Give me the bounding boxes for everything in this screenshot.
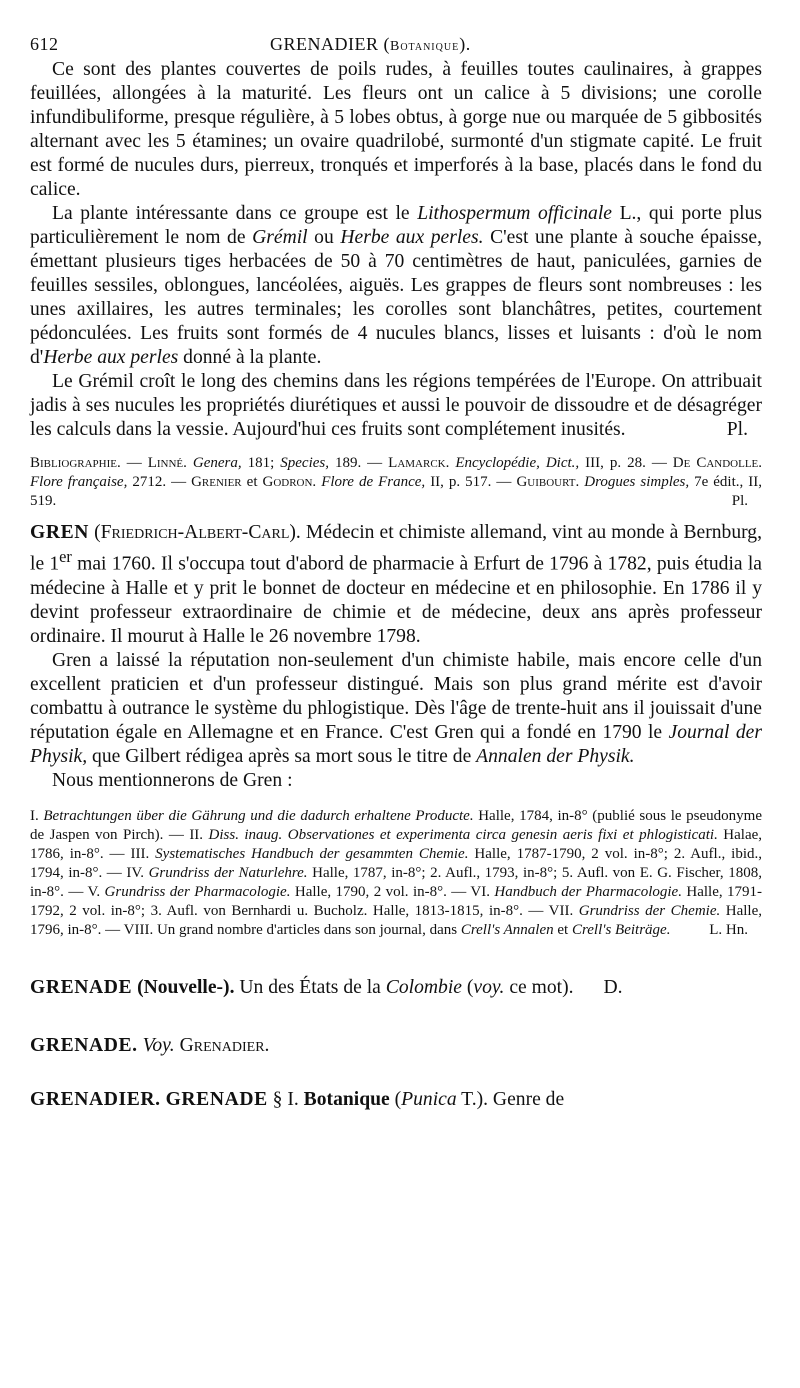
text-run: Le Grémil croît le long des chemins dans les régions tempérées de l'Europe. On attribuait jadis à ses nucules les propriétés diurétiques et aussi le pouvoir de dissoudre et de désagréger les calculs dans la vessie. Aujourd'hui ces fruits sont complétement inusités. — [30, 371, 762, 440]
entry-subheadword: GRENADE — [165, 1088, 268, 1110]
section-mark: § I. — [267, 1088, 304, 1110]
entry-qualifier: (Nouvelle-). — [132, 976, 235, 998]
author-signature: Pl. — [726, 419, 748, 440]
text-run: III, p. 28. — — [579, 455, 673, 471]
bibliography-label: Bibliographie. — [30, 455, 121, 471]
entry-headword: GRENADE. — [30, 1034, 138, 1056]
text-run: et — [241, 474, 263, 490]
running-title — [270, 34, 471, 55]
author-signature: L. Hn. — [709, 921, 748, 938]
text-run: ce mot). — [504, 976, 574, 998]
work-title: Grundriss der Pharmacologie. — [104, 883, 291, 900]
gren-works-list — [30, 807, 762, 940]
text-run: Halle, 1796, in-8°. — VIII. Un grand nombre d'articles dans son journal, dans — [30, 902, 762, 938]
annalen-title: Annalen der Physik. — [476, 745, 635, 767]
author-guibourt: Guibourt. — [516, 474, 580, 490]
text-run: Halle, 1791-1792, 2 vol. in-8°; 3. Aufl. von Bernhardi u. Bucholz. Halle, 1813-1815, in-8°. — VII. — [30, 883, 763, 919]
work-title: Drogues simples, — [584, 474, 690, 490]
colombie-name: Colombie — [385, 976, 462, 998]
text-run: Gren a laissé la réputation non-seulement d'un chimiste habile, mais encore celle d'un excellent praticien et d'un professeur distingué. Mais son plus grand mérite est d'avoir combattu à outrance le système du phlogistique. Dès l'âge de trente-huit ans il jouissait d'une réputation égale en Allemagne et en France. C'est Gren qui a fondé en 1790 le — [30, 649, 762, 743]
text-run: Halae, 1786, in-8°. — III. — [30, 826, 763, 862]
entry-headword: GRENADIER. — [30, 1088, 161, 1110]
text-run: 2712. — — [127, 474, 192, 490]
text-run: donné à la plante. — [178, 347, 322, 368]
gren-paragraph-2 — [30, 649, 762, 769]
text-run: La plante intéressante dans ce groupe est le — [52, 203, 418, 224]
voy-abbrev: voy. — [473, 976, 505, 998]
entry-headword: GREN — [30, 522, 90, 543]
gremil-section — [30, 58, 762, 442]
running-title-section: Botanique — [390, 39, 460, 54]
gremil-paragraph-2 — [30, 202, 762, 370]
work-title: Diss. inaug. Observationes et experimenta circa genesin aeris fixi et phlogisticati. — [208, 826, 718, 843]
work-title: Crell's Annalen — [460, 921, 554, 938]
gremil-name: Grémil — [252, 227, 308, 248]
lithospermum-name: Lithospermum officinale — [417, 203, 612, 224]
text-run: que Gilbert rédigea après sa mort sous le titre de — [87, 745, 477, 767]
work-title: Encyclopédie, Dict., — [455, 455, 580, 471]
bibliography-text — [30, 454, 762, 511]
work-title: Crell's Beiträge. — [571, 921, 671, 938]
text-run: C'est une plante à souche épaisse, émettant plusieurs tiges herbacées de 50 à 70 centimètres de haut, paniculées, garnies de feuilles sessiles, oblongues, lancéolées, aiguës. Les grappes de fleurs sont nombreuses : les unes axillaires, les autres terminales; les corolles sont blanchâtres, petites, courtement pédonculées. Les fruits sont formés de 4 nucules blancs, lisses et luisants : d'où le nom d' — [30, 227, 762, 368]
grenade-nouvelle-entry — [30, 976, 762, 1000]
work-title: Flore de France, — [321, 474, 426, 490]
gremil-paragraph-1: Ce sont des plantes couvertes de poils rudes, à feuilles toutes caulinaires, à grappes feuillées, allongées à la maturité. Les fleurs ont un calice à 5 divisions; une corolle infundibuliforme, presque régulière, à 5 lobes obtus, à gorge nue ou marquée de 5 gibbosités alternant avec les 5 étamines; un ovaire quadrilobé, surmonté d'un stigmate capité. Le fruit est formé de nucules durs, pierreux, tronqués et imperforés à la base, placés dans le fond du calice. — [30, 59, 762, 200]
work-title: Species, — [280, 455, 329, 471]
text-run: Halle, 1790, 2 vol. in-8°. — VI. — [290, 883, 495, 900]
text-run: Halle, 1787, in-8°; 2. Aufl., 1793, in-8°; 5. Aufl. von E. G. Fischer, 1808, in-8°. — V. — [30, 864, 762, 900]
punica-name: Punica — [401, 1088, 457, 1110]
text-run: ( — [461, 976, 474, 998]
grenade-crossref-entry — [30, 1034, 762, 1058]
text-run: ou — [307, 227, 341, 248]
text-run: mai 1760. Il s'occupa tout d'abord de pharmacie à Erfurt de 1796 à 1782, puis étudia la médecine à Halle et y prit le bonnet de docteur en médecine et en philosophie. En 1786 il y devint professeur extraordinaire de chimie et de médecine, deux ans après professeur ordinaire. Il mourut à Halle le 26 novembre 1798. — [30, 553, 762, 647]
running-header — [30, 28, 762, 58]
running-title-main: GRENADIER ( — [270, 34, 390, 54]
author-candolle: De Candolle. — [672, 455, 763, 471]
superscript: er — [59, 547, 72, 566]
gren-works-text — [30, 807, 762, 940]
text-run: et — [553, 921, 572, 938]
text-run: ( — [389, 1088, 402, 1110]
entry-headword: GRENADE — [30, 976, 133, 998]
voy-abbrev: Voy. — [142, 1034, 175, 1056]
text-run: Médecin et chimiste allemand, vint au monde à Bernburg, le 1 — [30, 522, 762, 575]
work-title: Flore française, — [30, 474, 128, 490]
text-run: T.). Genre de — [456, 1088, 565, 1110]
author-grenier: Grenier — [191, 474, 242, 490]
work-title: Systematisches Handbuch der gesammten Chemie. — [155, 845, 469, 862]
page-number: 612 — [30, 34, 59, 54]
crossref-target: Grenadier. — [179, 1034, 270, 1056]
bibliography — [30, 454, 762, 511]
work-title: Betrachtungen über die Gährung und die dadurch erhaltene Producte. — [43, 807, 474, 824]
text-run: 7e édit., II, 519. — [30, 474, 762, 509]
herbe-aux-perles-name: Herbe aux perles. — [340, 227, 484, 248]
journal-title: Journal der Physik, — [30, 721, 762, 767]
text-run: Halle, 1784, in-8° (publié sous le pseudonyme de Jaspen von Pirch). — II. — [30, 807, 762, 843]
gremil-paragraph-3 — [30, 370, 762, 442]
text-run: L., qui porte plus particulièrement le nom de — [30, 203, 762, 248]
running-title-end: ). — [459, 34, 471, 54]
work-title: Handbuch der Pharmacologie. — [494, 883, 682, 900]
text-run: II, p. 517. — — [425, 474, 517, 490]
grenadier-entry — [30, 1088, 762, 1112]
text-run: Halle, 1787-1790, 2 vol. in-8°; 2. Aufl., ibid., 1794, in-8°. — IV. — [30, 845, 762, 881]
author-lamarck: Lamarck. — [388, 455, 450, 471]
gren-paragraph-3: Nous mentionnerons de Gren : — [52, 769, 293, 791]
work-title: Genera, — [192, 455, 242, 471]
work-title: Grundriss der Naturlehre. — [148, 864, 308, 881]
herbe-aux-perles-name-2: Herbe aux perles — [43, 347, 179, 368]
text-run: 181; — [241, 455, 281, 471]
text-run: 189. — — [328, 455, 389, 471]
text-run: Un des États de la — [234, 976, 386, 998]
author-linne: Linné. — [147, 455, 187, 471]
gren-entry — [30, 521, 762, 793]
gren-full-name: (Friedrich-Albert-Carl). — [94, 522, 301, 543]
author-signature: D. — [603, 976, 623, 998]
author-godron: Godron. — [262, 474, 317, 490]
text-run: — — [120, 455, 148, 471]
gren-paragraph-1 — [30, 521, 762, 649]
work-title: Grundriss der Chemie. — [578, 902, 721, 919]
author-signature: Pl. — [731, 493, 748, 509]
text-run: I. — [30, 807, 44, 824]
section-title: Botanique — [303, 1088, 390, 1110]
